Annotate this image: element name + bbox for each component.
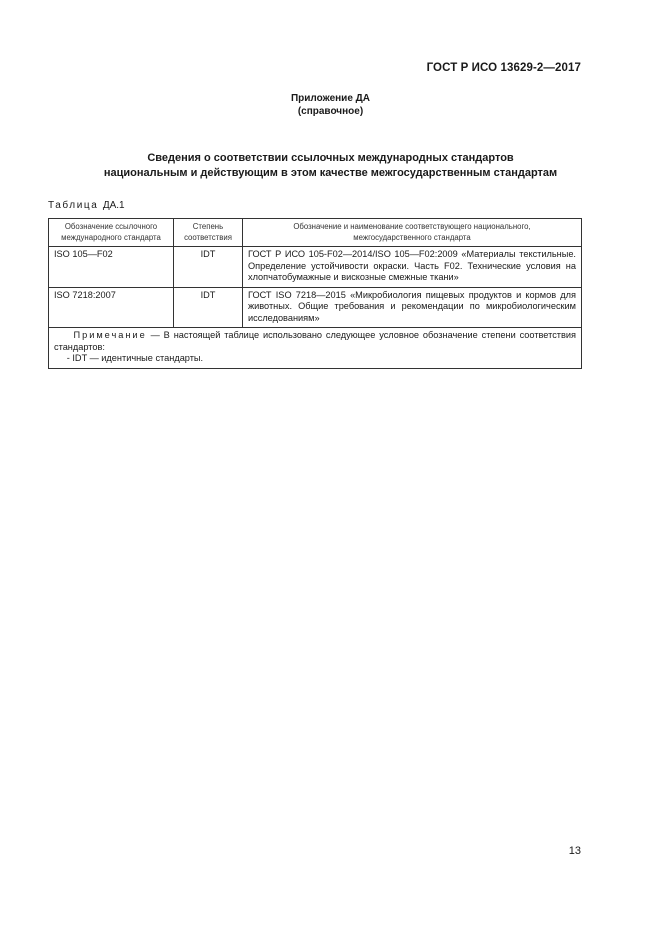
table-note — [49, 328, 582, 369]
table-caption-number: ДА.1 — [102, 200, 125, 211]
header-col3-line-1: Обозначение и наименование соответствующего национального, — [293, 222, 531, 231]
table-caption — [48, 200, 125, 211]
header-col2-line-1: Степень — [192, 222, 224, 231]
note-text: — В настоящей таблице использовано следующее условное обозначение степени соответствия стандартов: — [54, 330, 577, 352]
note-label: Примечание — [73, 330, 147, 340]
header-degree-of-correspondence — [174, 219, 243, 247]
header-col3-line-2: межгосударственного стандарта — [353, 232, 471, 242]
table-caption-label: Таблица — [48, 200, 99, 211]
cell-national-standard: ГОСТ ISO 7218—2015 «Микробиология пищевых продуктов и кормов для животных. Общие требования и рекомендации по микробиологическим исследованиям» — [243, 287, 582, 328]
cell-international-standard: ISO 7218:2007 — [49, 287, 174, 328]
header-national-standard — [243, 219, 582, 247]
table-note-row — [49, 328, 582, 369]
header-international-standard — [49, 219, 174, 247]
document-code: ГОСТ Р ИСО 13629-2—2017 — [426, 62, 581, 74]
table-row — [49, 287, 582, 328]
header-col1-line-1: Обозначение ссылочного — [64, 222, 158, 231]
table-header-row — [49, 219, 582, 247]
appendix-title: Приложение ДА — [290, 93, 371, 104]
note-item-text: - IDT — идентичные стандарты. — [66, 353, 204, 363]
correspondence-table — [48, 218, 582, 369]
page-number: 13 — [568, 845, 581, 857]
header-col1-line-2: международного стандарта — [61, 232, 161, 242]
table-row — [49, 247, 582, 288]
cell-international-standard: ISO 105—F02 — [49, 247, 174, 288]
section-title — [0, 151, 661, 181]
appendix-heading — [0, 92, 661, 118]
section-title-line-2: национальным и действующим в этом качестве межгосударственным стандартам — [103, 167, 558, 179]
cell-national-standard: ГОСТ Р ИСО 105-F02—2014/ISO 105—F02:2009 «Материалы текстильные. Определение устойчивости окраски. Часть F02. Технические условия на хлопчатобумажные и вискозные смежные ткани» — [243, 247, 582, 288]
note-item — [54, 353, 576, 365]
appendix-subtitle: (справочное) — [297, 106, 364, 117]
note-paragraph — [54, 330, 576, 353]
cell-degree: IDT — [174, 287, 243, 328]
cell-degree: IDT — [174, 247, 243, 288]
section-title-line-1: Сведения о соответствии ссылочных международных стандартов — [147, 152, 514, 164]
header-col2-line-2: соответствия — [184, 232, 232, 242]
